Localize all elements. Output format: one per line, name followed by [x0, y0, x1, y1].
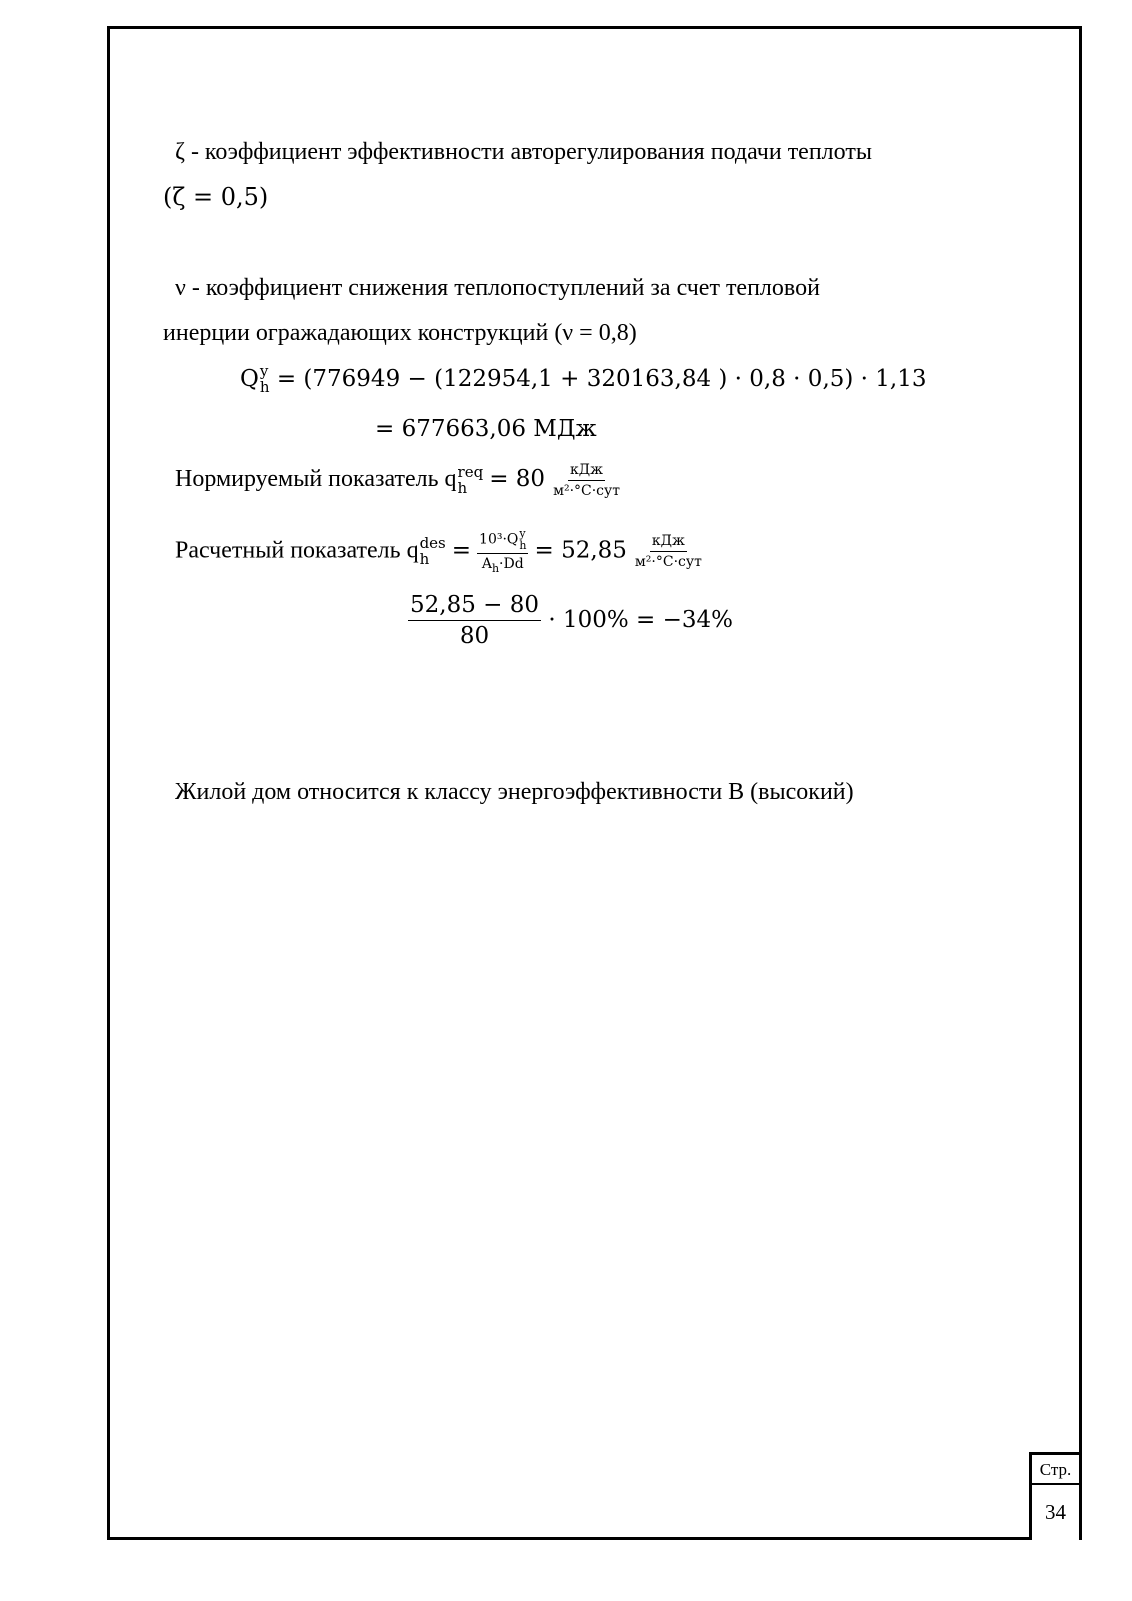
nu-definition-line1: ν - коэффициент снижения теплопоступлений за счет тепловой	[175, 275, 820, 301]
calculated-fraction-den-tail: ·Dd	[499, 556, 524, 573]
deviation-formula	[408, 592, 733, 650]
calculated-sup: des	[419, 534, 446, 553]
calculated-fraction-num-sub: h	[519, 538, 527, 552]
calculated-fraction-num-indices	[519, 528, 526, 551]
normative-indices	[457, 462, 484, 497]
calculated-sub: h	[419, 549, 430, 568]
formula-q-result: = 677663,06 МДж	[375, 416, 597, 442]
deviation-num: 52,85 − 80	[408, 592, 541, 621]
formula-q-symbol: Q	[240, 365, 259, 392]
normative-value: = 80	[489, 466, 546, 493]
calculated-eq-sign: =	[451, 537, 472, 564]
calculated-fraction-den	[480, 554, 526, 575]
normative-unit-num: кДж	[568, 462, 605, 481]
page-number: 34	[1045, 1500, 1066, 1524]
calculated-unit	[633, 533, 704, 570]
normative-unit	[551, 462, 622, 499]
formula-q-line	[240, 364, 927, 396]
calculated-fraction-num-text: 10³·Q	[479, 531, 519, 548]
conclusion-text: Жилой дом относится к классу энергоэффективности В (высокий)	[175, 779, 854, 805]
zeta-value: (ζ = 0,5)	[163, 183, 269, 211]
deviation-result: · 100% = −34%	[548, 606, 733, 633]
calculated-indices	[420, 536, 446, 568]
calculated-unit-den: м²·°С·сут	[634, 554, 702, 571]
calculated-fraction-den-text: A	[481, 556, 492, 573]
formula-q-sub: h	[259, 377, 270, 396]
calculated-indicator-line	[175, 528, 704, 576]
calculated-unit-num: кДж	[650, 533, 687, 552]
calculated-fraction-den-sub: h	[491, 561, 500, 575]
calculated-fraction-num-sup: y	[519, 527, 526, 540]
nu-definition-line2: инерции огражадающих конструкций (ν = 0,8)	[163, 320, 637, 346]
formula-q-indices	[260, 364, 270, 396]
calculated-label: Расчетный показатель q	[175, 537, 419, 564]
deviation-fraction	[408, 592, 541, 650]
normative-indicator-line	[175, 462, 622, 499]
normative-sub: h	[457, 478, 468, 497]
normative-unit-den: м²·°С·сут	[553, 483, 620, 500]
calculated-fraction-num	[477, 528, 528, 554]
zeta-definition-line2	[163, 185, 268, 210]
formula-q-sup: y	[259, 362, 269, 380]
page-number-stamp	[1029, 1452, 1082, 1540]
page-label: Стр.	[1032, 1455, 1079, 1485]
normative-label: Нормируемый показатель q	[175, 466, 457, 493]
formula-q-rhs: = (776949 − (122954,1 + 320163,84 ) · 0,8 · 0,5) · 1,13	[276, 365, 927, 392]
normative-sup: req	[457, 462, 484, 481]
zeta-definition-line1: ζ - коэффициент эффективности авторегулирования подачи теплоты	[175, 139, 872, 165]
calculated-fraction	[477, 528, 528, 576]
deviation-den: 80	[459, 623, 490, 650]
calculated-value: = 52,85	[534, 537, 627, 564]
